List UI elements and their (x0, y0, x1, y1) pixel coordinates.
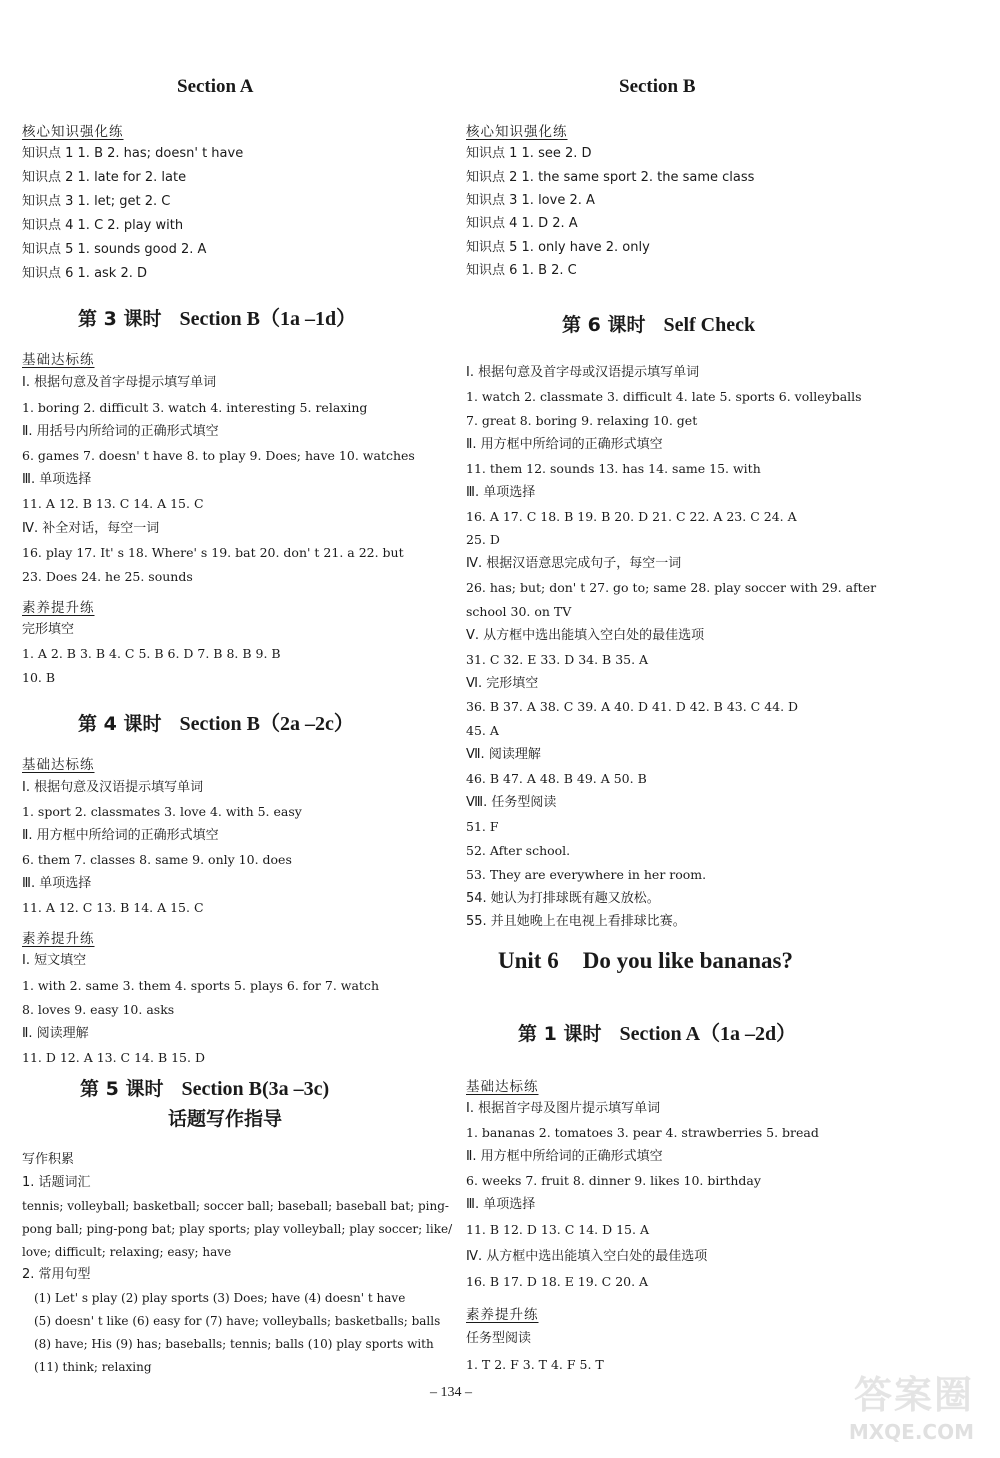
answer-line: 1. sport 2. classmates 3. love 4. with 5. easy (22, 804, 302, 819)
lesson-number: 第 6 课时 (562, 314, 646, 336)
answer-line: 8. loves 9. easy 10. asks (22, 1002, 175, 1017)
lesson-section: Self Check (663, 314, 756, 336)
answer-line: 16. play 17. It' s 18. Where' s 19. bat 20. don' t 21. a 22. but (22, 545, 404, 560)
answer-line: (1) Let' s play (2) play sports (3) Does; have (4) doesn' t have (34, 1291, 406, 1305)
answer-line: 54. 她认为打排球既有趣又放松。 (466, 891, 660, 906)
answer-line: 10. B (22, 670, 56, 685)
answer-line: 26. has; but; don' t 27. go to; same 28. play soccer with 29. after (466, 580, 877, 595)
kp-line: 知识点 3 1. let; get 2. C (22, 194, 171, 209)
answer-line: 1. 话题词汇 (22, 1175, 91, 1190)
lesson-number: 第 4 课时 (78, 713, 162, 735)
answer-line: 1. bananas 2. tomatoes 3. pear 4. strawberries 5. bread (466, 1125, 819, 1140)
improve-practice-heading: 素养提升练 (22, 600, 95, 616)
answer-line: Ⅱ. 阅读理解 (22, 1026, 89, 1041)
answer-line: 45. A (466, 723, 499, 738)
answer-line: Ⅰ. 根据句意及首字母提示填写单词 (22, 375, 217, 390)
answer-line: 6. them 7. classes 8. same 9. only 10. does (22, 852, 292, 867)
improve-practice-heading: 素养提升练 (22, 931, 95, 947)
answer-line: 11. B 12. D 13. C 14. D 15. A (466, 1222, 649, 1237)
page-number: – 134 – (430, 1385, 472, 1400)
section-b-title: Section B (619, 76, 696, 97)
lesson-5-title (80, 1074, 329, 1101)
answer-line: 11. A 12. C 13. B 14. A 15. C (22, 900, 204, 915)
answer-line: 6. weeks 7. fruit 8. dinner 9. likes 10. birthday (466, 1173, 761, 1188)
answer-line: 1. with 2. same 3. them 4. sports 5. plays 6. for 7. watch (22, 978, 379, 993)
kp-line: 知识点 4 1. C 2. play with (22, 218, 184, 233)
answer-line: Ⅳ. 从方框中选出能填入空白处的最佳选项 (466, 1249, 708, 1264)
watermark-text: 答案圈 (853, 1373, 974, 1417)
basic-practice-heading: 基础达标练 (22, 352, 95, 368)
answer-line: Ⅲ. 单项选择 (466, 1197, 536, 1212)
kp-line: 知识点 1 1. B 2. has; doesn' t have (22, 146, 244, 161)
kp-line: 知识点 1 1. see 2. D (466, 146, 592, 161)
answer-line: 51. F (466, 819, 499, 834)
answer-line: Ⅰ. 根据句意及首字母或汉语提示填写单词 (466, 365, 700, 380)
answer-line: 16. B 17. D 18. E 19. C 20. A (466, 1274, 649, 1289)
answer-line: 11. A 12. B 13. C 14. A 15. C (22, 496, 204, 511)
kp-line: 知识点 5 1. sounds good 2. A (22, 242, 207, 257)
answer-line: 11. D 12. A 13. C 14. B 15. D (22, 1050, 205, 1065)
answer-line: tennis; volleyball; basketball; soccer ball; baseball; baseball bat; ping- (22, 1199, 449, 1213)
lesson-4-title (78, 707, 354, 736)
kp-line: 知识点 5 1. only have 2. only (466, 240, 650, 255)
answer-line: 6. games 7. doesn' t have 8. to play 9. Does; have 10. watches (22, 448, 415, 463)
answer-line: Ⅰ. 短文填空 (22, 953, 87, 968)
answer-line: Ⅶ. 阅读理解 (466, 747, 541, 762)
answer-line: 46. B 47. A 48. B 49. A 50. B (466, 771, 647, 786)
lesson-section: Section A（1a –2d） (619, 1023, 797, 1045)
section-a-title: Section A (177, 76, 254, 97)
answer-line: (8) have; His (9) has; baseballs; tennis; balls (10) play sports with (34, 1337, 434, 1351)
answer-line: Ⅲ. 单项选择 (22, 876, 92, 891)
unit-name: Do you like bananas? (582, 948, 793, 973)
answer-line: school 30. on TV (466, 604, 572, 619)
answer-line: Ⅱ. 用方框中所给词的正确形式填空 (466, 1149, 663, 1164)
lesson-number: 第 1 课时 (518, 1023, 602, 1045)
answer-line: 写作积累 (22, 1152, 75, 1167)
improve-practice-heading: 素养提升练 (466, 1307, 539, 1323)
core-practice-heading: 核心知识强化练 (22, 124, 124, 140)
answer-line: 1. watch 2. classmate 3. difficult 4. late 5. sports 6. volleyballs (466, 389, 862, 404)
answer-line: 1. T 2. F 3. T 4. F 5. T (466, 1357, 604, 1372)
answer-line: Ⅱ. 用括号内所给词的正确形式填空 (22, 424, 219, 439)
answer-line: 1. boring 2. difficult 3. watch 4. interesting 5. relaxing (22, 400, 368, 415)
answer-line: love; difficult; relaxing; easy; have (22, 1245, 232, 1259)
kp-line: 知识点 6 1. B 2. C (466, 263, 577, 278)
answer-line: 25. D (466, 532, 500, 547)
answer-line: 16. A 17. C 18. B 19. B 20. D 21. C 22. A 23. C 24. A (466, 509, 797, 524)
watermark-url: MXQE.COM (848, 1420, 974, 1444)
answer-line: (5) doesn' t like (6) easy for (7) have; volleyballs; basketballs; balls (34, 1314, 441, 1328)
kp-line: 知识点 6 1. ask 2. D (22, 266, 148, 281)
answer-line: Ⅳ. 补全对话，每空一词 (22, 521, 160, 536)
answer-line: 1. A 2. B 3. B 4. C 5. B 6. D 7. B 8. B 9. B (22, 646, 281, 661)
lesson-section: Section B(3a –3c) (181, 1078, 330, 1100)
answer-line: 完形填空 (22, 622, 75, 637)
answer-line: (11) think; relaxing (34, 1360, 152, 1374)
answer-line: Ⅰ. 根据句意及汉语提示填写单词 (22, 780, 204, 795)
answer-line: 36. B 37. A 38. C 39. A 40. D 41. D 42. B 43. C 44. D (466, 699, 799, 714)
lesson-number: 第 3 课时 (78, 308, 162, 330)
writing-guide-title: 话题写作指导 (168, 1108, 283, 1130)
answer-line: 23. Does 24. he 25. sounds (22, 569, 193, 584)
answer-line: Ⅵ. 完形填空 (466, 676, 539, 691)
lesson-section: Section B（1a –1d） (179, 308, 357, 330)
unit-number: Unit 6 (498, 948, 559, 973)
lesson-3-title (78, 302, 356, 331)
answer-line: 53. They are everywhere in her room. (466, 867, 707, 882)
answer-line: 任务型阅读 (466, 1331, 532, 1346)
basic-practice-heading: 基础达标练 (466, 1079, 539, 1095)
unit-6-title (498, 948, 793, 974)
answer-line: Ⅳ. 根据汉语意思完成句子，每空一词 (466, 556, 682, 571)
basic-practice-heading: 基础达标练 (22, 757, 95, 773)
answer-line: Ⅴ. 从方框中选出能填入空白处的最佳选项 (466, 628, 705, 643)
watermark-logo (782, 1364, 982, 1444)
lesson-section: Section B（2a –2c） (179, 713, 354, 735)
answer-line: Ⅱ. 用方框中所给词的正确形式填空 (22, 828, 219, 843)
answer-line: Ⅰ. 根据首字母及图片提示填写单词 (466, 1101, 661, 1116)
kp-line: 知识点 4 1. D 2. A (466, 216, 578, 231)
unit6-lesson-1-title (518, 1017, 796, 1046)
answer-line: 31. C 32. E 33. D 34. B 35. A (466, 652, 649, 667)
kp-line: 知识点 2 1. the same sport 2. the same class (466, 170, 755, 185)
answer-line: 7. great 8. boring 9. relaxing 10. get (466, 413, 698, 428)
answer-line: 52. After school. (466, 843, 571, 858)
core-practice-heading: 核心知识强化练 (466, 124, 568, 140)
kp-line: 知识点 2 1. late for 2. late (22, 170, 187, 185)
answer-line: pong ball; ping-pong bat; play sports; play volleyball; play soccer; like/ (22, 1222, 453, 1236)
kp-line: 知识点 3 1. love 2. A (466, 193, 595, 208)
lesson-number: 第 5 课时 (80, 1078, 164, 1100)
answer-line: Ⅲ. 单项选择 (22, 472, 92, 487)
answer-line: 2. 常用句型 (22, 1267, 91, 1282)
lesson-6-title (562, 310, 755, 337)
answer-line: Ⅷ. 任务型阅读 (466, 795, 557, 810)
answer-line: Ⅲ. 单项选择 (466, 485, 536, 500)
answer-line: 55. 并且她晚上在电视上看排球比赛。 (466, 914, 686, 929)
answer-line: 11. them 12. sounds 13. has 14. same 15. with (466, 461, 761, 476)
answer-line: Ⅱ. 用方框中所给词的正确形式填空 (466, 437, 663, 452)
